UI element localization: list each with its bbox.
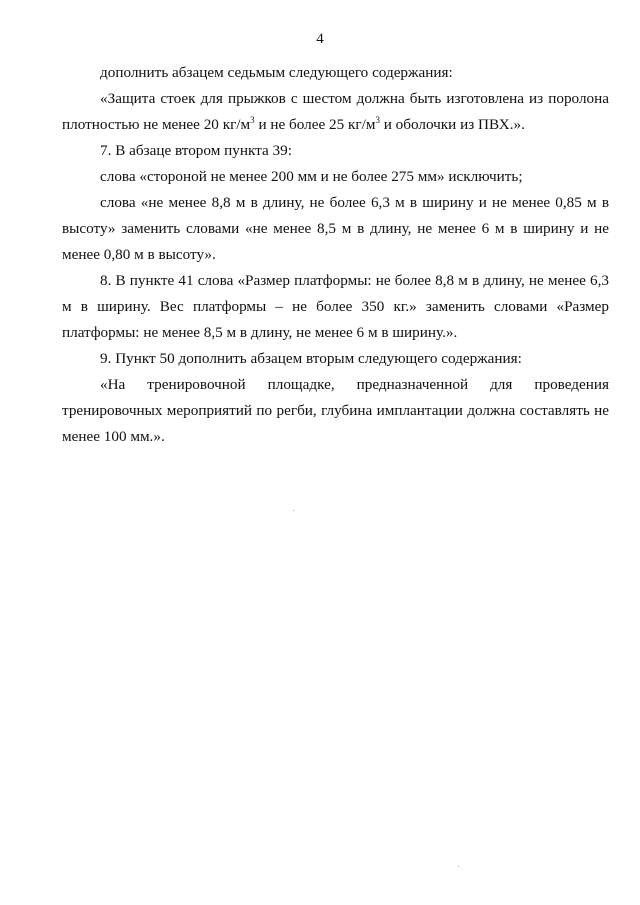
paragraph-3: 7. В абзаце втором пункта 39: [100, 142, 292, 159]
cubic-superscript-2: 3 [375, 115, 380, 125]
paragraph-2-part-3: и оболочки из ПВХ.». [379, 116, 525, 133]
cubic-superscript-1: 3 [250, 115, 255, 125]
paragraph-7: 9. Пункт 50 дополнить абзацем вторым следующего содержания: [100, 350, 522, 367]
paragraph-4: слова «стороной не менее 200 мм и не более 275 мм» исключить; [100, 168, 523, 185]
page-number: 4 [316, 31, 324, 47]
paragraph-5: слова «не менее 8,8 м в длину, не более 6,3 м в ширину и не менее 0,85 м в высоту» заменить словами «не менее 8,5 м в длину, не менее 6 м в ширину и не менее 0,80 м в высоту». [62, 194, 609, 263]
paragraph-2 [62, 86, 609, 138]
scan-speck [458, 866, 459, 867]
scan-speck [293, 510, 294, 511]
paragraph-6: 8. В пункте 41 слова «Размер платформы: не более 8,8 м в длину, не менее 6,3 м в ширину. Вес платформы – не более 350 кг.» заменить словами «Размер платформы: не менее 8,5 м в длину, не менее 6 м в ширину.». [62, 272, 609, 341]
paragraph-2-part-2: и не более 25 кг/м [254, 116, 376, 133]
paragraph-8: «На тренировочной площадке, предназначенной для проведения тренировочных мероприятий по регби, глубина имплантации должна составлять не менее 100 мм.». [62, 376, 609, 445]
paragraph-2-part-1: «Защита стоек для прыжков с шестом должна быть изготовлена из поролона плотностью не менее 20 кг/м [62, 90, 609, 133]
paragraph-1: дополнить абзацем седьмым следующего содержания: [100, 64, 453, 81]
document-body [62, 60, 609, 450]
